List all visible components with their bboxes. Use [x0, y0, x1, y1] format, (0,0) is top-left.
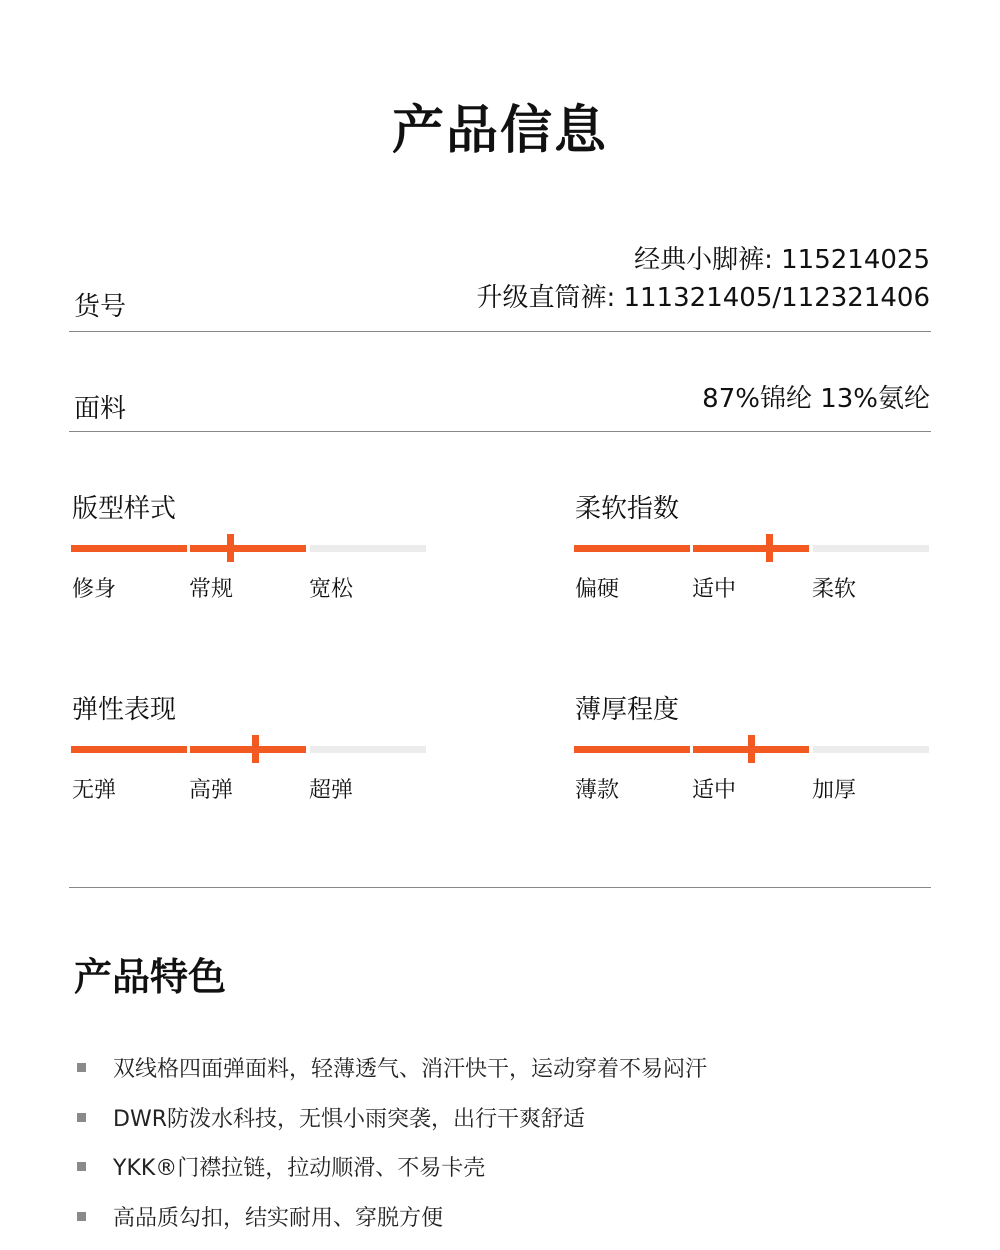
level-marker	[252, 735, 259, 763]
scale-label: 适中	[692, 577, 737, 602]
item-number-value: 经典小脚裤: 115214025	[634, 245, 930, 275]
scale-label: 偏硬	[575, 577, 620, 602]
item-number-value: 升级直筒裤: 111321405/112321406	[476, 283, 930, 313]
metric-title: 柔软指数	[575, 494, 680, 524]
fabric-value: 87%锦纶 13%氨纶	[702, 384, 930, 414]
scale-label: 薄款	[575, 778, 620, 803]
feature-text: 高品质勾扣，结实耐用、穿脱方便	[113, 1205, 444, 1231]
scale-bar-segment	[190, 545, 306, 552]
metric-elasticity	[70, 689, 430, 809]
scale-label: 高弹	[189, 778, 234, 803]
scale-bar-segment	[693, 545, 809, 552]
feature-text: DWR防泼水科技，无惧小雨突袭，出行干爽舒适	[113, 1106, 585, 1132]
fabric-label: 面料	[74, 394, 127, 424]
divider	[69, 887, 931, 888]
scale-bar-segment	[813, 545, 929, 552]
metric-title: 弹性表现	[72, 695, 177, 725]
divider	[69, 331, 931, 332]
features-title: 产品特色	[74, 955, 227, 999]
level-marker	[766, 534, 773, 562]
square-bullet-icon	[77, 1162, 86, 1171]
level-marker	[748, 735, 755, 763]
metric-title: 版型样式	[72, 494, 177, 524]
scale-bar-segment	[574, 746, 690, 753]
scale-bar-segment	[71, 746, 187, 753]
metric-thickness	[573, 689, 933, 809]
metric-softness	[573, 488, 933, 608]
scale-label: 超弹	[309, 778, 354, 803]
item-number-label: 货号	[74, 292, 127, 322]
metric-fit	[70, 488, 430, 608]
scale-label: 柔软	[812, 577, 857, 602]
metric-title: 薄厚程度	[575, 695, 680, 725]
fabric-values	[702, 380, 930, 418]
scale-label: 加厚	[812, 778, 857, 803]
square-bullet-icon	[77, 1063, 86, 1072]
item-number-values	[476, 241, 930, 317]
scale-label: 宽松	[309, 577, 354, 602]
scale-label: 无弹	[72, 778, 117, 803]
scale-bar-segment	[71, 545, 187, 552]
scale-bar-segment	[574, 545, 690, 552]
page-title: 产品信息	[391, 101, 608, 161]
level-marker	[227, 534, 234, 562]
scale-label: 常规	[189, 577, 234, 602]
square-bullet-icon	[77, 1113, 86, 1122]
scale-label: 适中	[692, 778, 737, 803]
scale-bar-segment	[310, 746, 426, 753]
scale-label: 修身	[72, 577, 117, 602]
feature-text: 双线格四面弹面料，轻薄透气、消汗快干，运动穿着不易闷汗	[113, 1057, 708, 1082]
divider	[69, 431, 931, 432]
scale-bar-segment	[310, 545, 426, 552]
scale-bar-segment	[190, 746, 306, 753]
scale-bar-segment	[813, 746, 929, 753]
square-bullet-icon	[77, 1212, 86, 1221]
feature-text: YKK®门襟拉链，拉动顺滑、不易卡壳	[113, 1156, 486, 1181]
